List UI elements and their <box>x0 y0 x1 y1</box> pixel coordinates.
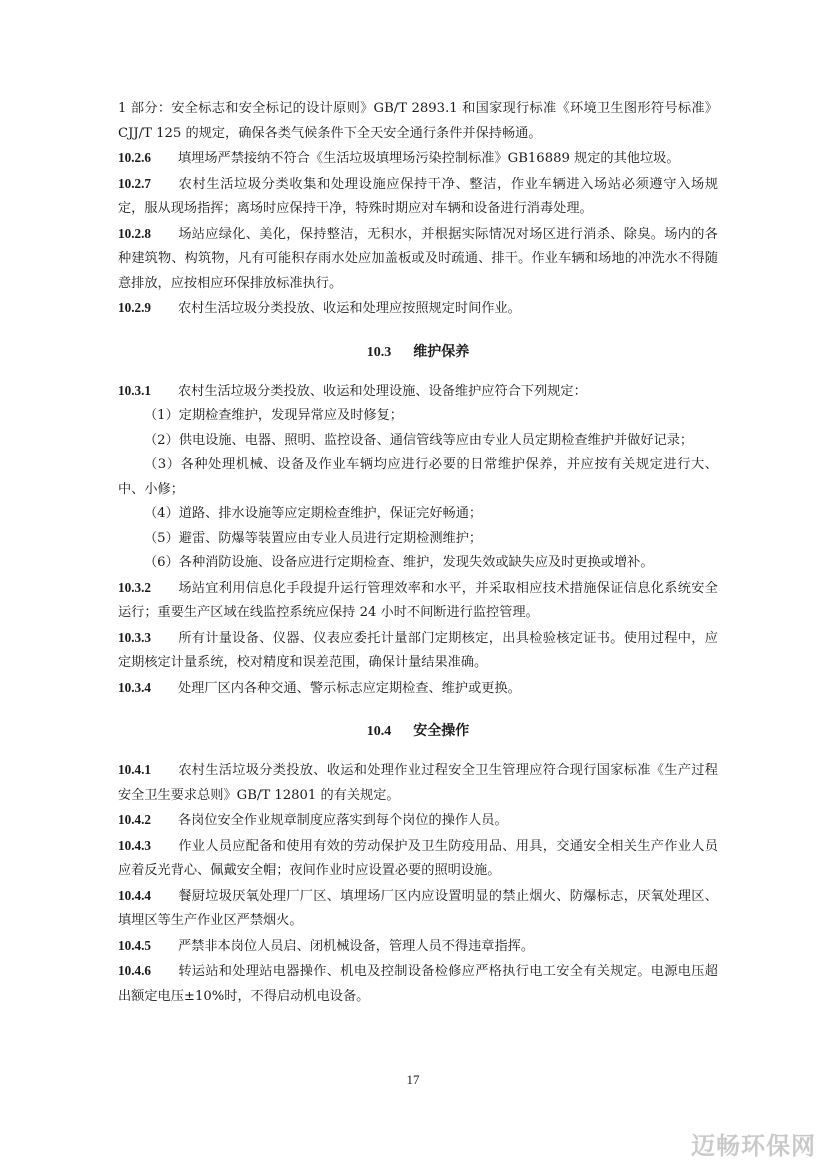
paragraph <box>118 676 718 702</box>
clause-number: 10.3.2 <box>118 579 151 595</box>
clause-number: 10.4.1 <box>118 762 151 777</box>
paragraph <box>118 404 718 429</box>
clause-text: 处理厂区内各种交通、警示标志应定期检查、维护或更换。 <box>178 680 521 696</box>
document-body <box>118 97 718 1009</box>
clause-text: 农村生活垃圾分类投放、收运和处理设施、设备维护应符合下列规定： <box>178 383 587 399</box>
clause-text: 场站宜利用信息化手段提升运行管理效率和水平，并采取相应技术措施保证信息化系统安全运行；重要生产区域在线监控系统应保持 24 小时不间断进行监控管理。 <box>118 580 718 620</box>
paragraph <box>118 222 718 297</box>
clause-text: 1 部分：安全标志和安全标记的设计原则》GB/T 2893.1 和国家现行标准《环境卫生图形符号标准》CJJ/T 125 的规定，确保各类气候条件下全天安全通行条件并保持畅通。 <box>118 101 718 141</box>
clause-text: （2）供电设施、电器、照明、监控设备、通信管线等应由专业人员定期检查维护并做好记录； <box>144 432 694 448</box>
clause-number: 10.4.5 <box>118 937 151 953</box>
paragraph <box>118 884 718 934</box>
page-number: 17 <box>406 1072 420 1087</box>
clause-number: 10.2.7 <box>118 175 151 191</box>
clause-text: （4）道路、排水设施等应定期检查维护，保证完好畅通； <box>144 506 483 521</box>
clause-number: 10.3.4 <box>118 679 151 695</box>
clause-text: 所有计量设备、仪器、仪表应委托计量部门定期核定，出具检验核定证书。使用过程中，应定期核定计量系统，校对精度和误差范围，确保计量结果准确。 <box>118 630 718 670</box>
clause-text: 农村生活垃圾分类投放、收运和处理应按照规定时间作业。 <box>178 301 521 316</box>
paragraph <box>118 834 718 884</box>
clause-text: （5）避雷、防爆等装置应由专业人员进行定期检测维护； <box>144 530 483 546</box>
paragraph <box>118 97 718 146</box>
section-10-4-paragraphs <box>118 758 718 1009</box>
clause-number: 10.2.8 <box>118 225 151 241</box>
clause-number: 10.3.3 <box>118 629 151 645</box>
section-heading-10-3 <box>118 340 718 365</box>
paragraph <box>118 429 718 454</box>
paragraph <box>118 146 718 172</box>
section-heading-10-4 <box>118 719 718 744</box>
paragraph <box>118 576 718 626</box>
clause-text: 各岗位安全作业规章制度应落实到每个岗位的操作人员。 <box>178 813 508 828</box>
clause-number: 10.2.6 <box>118 150 151 165</box>
clause-text: （6）各种消防设施、设备应进行定期检查、维护，发现失效或缺失应及时更换或增补。 <box>144 555 654 570</box>
clause-number: 10.4.2 <box>118 812 151 827</box>
clause-text: 农村生活垃圾分类收集和处理设施应保持干净、整洁，作业车辆进入场站必须遵守入场规定，服从现场指挥；离场时应保持干净，特殊时期应对车辆和设备进行消毒处理。 <box>118 176 718 216</box>
paragraph <box>118 172 718 222</box>
clause-number: 10.4.4 <box>118 887 151 903</box>
clause-number: 10.2.9 <box>118 300 151 315</box>
clause-text: 严禁非本岗位人员启、闭机械设备，管理人员不得违章指挥。 <box>178 938 535 954</box>
section-title: 维护保养 <box>413 343 470 360</box>
clause-text: 转运站和处理站电器操作、机电及控制设备检修应严格执行电工安全有关规定。电源电压超出额定电压±10%时，不得启动机电设备。 <box>118 964 718 1004</box>
clause-text: 作业人员应配备和使用有效的劳动保护及卫生防疫用品、用具，交通安全相关生产作业人员应着反光背心、佩戴安全帽；夜间作业时应设置必要的照明设施。 <box>118 838 718 878</box>
paragraph <box>118 296 718 322</box>
paragraph <box>118 502 718 527</box>
clause-number: 10.4.6 <box>118 963 151 978</box>
clause-text: 填埋场严禁接纳不符合《生活垃圾填埋场污染控制标准》GB16889 规定的其他垃圾。 <box>178 151 680 166</box>
section-10-3-paragraphs <box>118 379 718 702</box>
paragraph <box>118 453 718 502</box>
clause-text: 餐厨垃圾厌氧处理厂厂区、填埋场厂区内应设置明显的禁止烟火、防爆标志，厌氧处理区、填埋区等生产作业区严禁烟火。 <box>118 888 718 928</box>
clause-text: （1）定期检查维护，发现异常应及时修复； <box>144 408 403 423</box>
clause-number: 10.4.3 <box>118 837 151 853</box>
paragraph <box>118 934 718 960</box>
top-paragraphs <box>118 97 718 322</box>
paragraph <box>118 379 718 405</box>
clause-text: （3）各种处理机械、设备及作业车辆均应进行必要的日常维护保养，并应按有关规定进行大、中、小修； <box>118 457 718 497</box>
paragraph <box>118 527 718 552</box>
section-title: 安全操作 <box>413 723 470 739</box>
paragraph <box>118 959 718 1009</box>
clause-text: 场站应绿化、美化，保持整洁，无积水，并根据实际情况对场区进行消杀、除臭。场内的各种建筑物、构筑物，凡有可能积存雨水处应加盖板或及时疏通、排干。作业车辆和场地的冲洗水不得随意排放，应按相应环保排放标准执行。 <box>118 226 718 291</box>
section-number: 10.3 <box>366 344 392 360</box>
paragraph <box>118 758 718 808</box>
paragraph <box>118 626 718 676</box>
paragraph <box>118 551 718 576</box>
watermark-logo: 迈畅环保网 <box>691 1132 816 1160</box>
paragraph <box>118 808 718 834</box>
clause-text: 农村生活垃圾分类投放、收运和处理作业过程安全卫生管理应符合现行国家标准《生产过程安全卫生要求总则》GB/T 12801 的有关规定。 <box>118 763 718 803</box>
section-number: 10.4 <box>366 724 392 739</box>
clause-number: 10.3.1 <box>118 382 151 398</box>
